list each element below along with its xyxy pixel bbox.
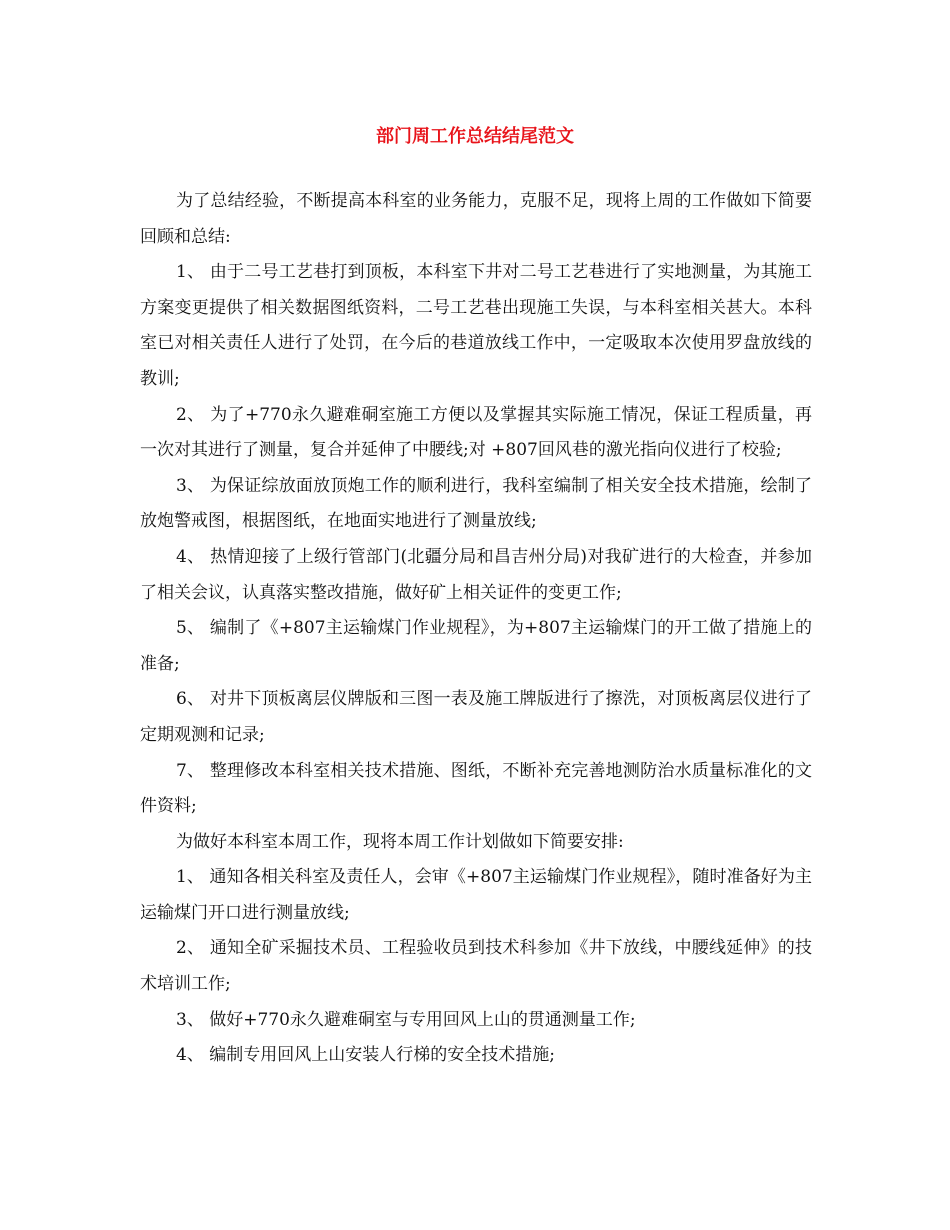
paragraph-last-week-item-4: 4、 热情迎接了上级行管部门(北疆分局和昌吉州分局)对我矿进行的大检查，并参加了相关会议，认真落实整改措施，做好矿上相关证件的变更工作; <box>140 546 812 603</box>
paragraph-this-week-item-3: 3、 做好+770永久避难硐室与专用回风上山的贯通测量工作; <box>176 1009 636 1030</box>
paragraph-intro: 为了总结经验，不断提高本科室的业务能力，克服不足，现将上周的工作做如下简要回顾和总结: <box>140 191 812 247</box>
paragraph-last-week-item-1: 1、 由于二号工艺巷打到顶板，本科室下井对二号工艺巷进行了实地测量，为其施工方案变更提供了相关数据图纸资料，二号工艺巷出现施工失误，与本科室相关甚大。本科室已对相关责任人进行了处罚，在今后的巷道放线工作中，一定吸取本次使用罗盘放线的教训; <box>140 262 812 389</box>
document-body <box>140 184 812 1074</box>
paragraph-this-week-item-4: 4、 编制专用回风上山安装人行梯的安全技术措施; <box>176 1045 555 1066</box>
paragraph-last-week-item-6: 6、 对井下顶板离层仪牌版和三图一表及施工牌版进行了擦洗，对顶板离层仪进行了定期观测和记录; <box>140 689 812 745</box>
document-title: 部门周工作总结结尾范文 <box>376 126 574 147</box>
paragraph-this-week-item-1: 1、 通知各相关科室及责任人，会审《+807主运输煤门作业规程》，随时准备好为主运输煤门开口进行测量放线; <box>140 867 812 923</box>
paragraph-this-week-intro: 为做好本科室本周工作，现将本周工作计划做如下简要安排: <box>176 831 624 852</box>
paragraph-this-week-item-2: 2、 通知全矿采掘技术员、工程验收员到技术科参加《井下放线，中腰线延伸》的技术培训工作; <box>140 938 812 995</box>
paragraph-last-week-item-2: 2、 为了+770永久避难硐室施工方便以及掌握其实际施工情况，保证工程质量，再一次对其进行了测量，复合并延伸了中腰线;对 +807回风巷的激光指向仪进行了校验; <box>140 404 812 461</box>
paragraph-last-week-item-7: 7、 整理修改本科室相关技术措施、图纸，不断补充完善地测防治水质量标准化的文件资料; <box>140 760 812 817</box>
paragraph-last-week-item-3: 3、 为保证综放面放顶炮工作的顺利进行，我科室编制了相关安全技术措施，绘制了放炮警戒图，根据图纸，在地面实地进行了测量放线; <box>140 475 812 532</box>
paragraph-last-week-item-5: 5、 编制了《+807主运输煤门作业规程》，为+807主运输煤门的开工做了措施上的准备; <box>140 618 812 674</box>
